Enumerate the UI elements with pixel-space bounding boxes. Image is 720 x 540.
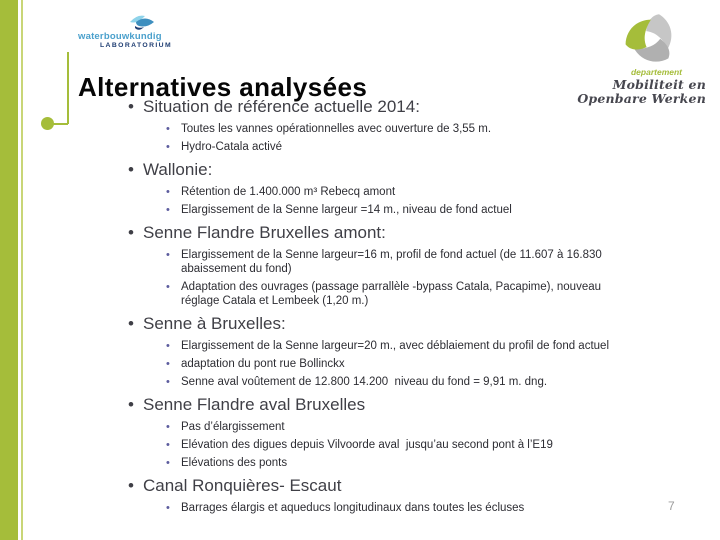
bullet-icon: • <box>128 314 134 333</box>
sub-item-row <box>0 357 700 371</box>
sub-item-row <box>0 420 700 434</box>
bullet-icon: • <box>166 457 170 469</box>
pinwheel-logo-icon <box>622 10 680 66</box>
sub-item-text: Elargissement de la Senne largeur=20 m., avec déblaiement du profil de fond actuel <box>181 340 609 352</box>
bullet-icon: • <box>166 358 170 370</box>
section-heading-row <box>0 476 700 496</box>
bullet-icon: • <box>166 186 170 198</box>
waterbouwkundig-logo-text: waterbouwkundig <box>78 31 162 42</box>
section-heading: Canal Ronquières- Escaut <box>143 476 342 495</box>
sub-item-text: adaptation du pont rue Bollinckx <box>181 358 345 370</box>
sub-item-text: Pas d’élargissement <box>181 421 285 433</box>
department-name-line1: Mobiliteit en <box>612 77 706 92</box>
bullet-icon: • <box>166 376 170 388</box>
sub-item-row <box>0 248 700 276</box>
bullet-icon: • <box>166 123 170 135</box>
sub-item-row <box>0 122 700 136</box>
department-name-line2: Openbare Werken <box>577 90 706 106</box>
section-heading: Wallonie: <box>143 160 213 179</box>
sub-item-row <box>0 339 700 353</box>
bullet-icon: • <box>128 223 134 242</box>
sub-item-row <box>0 438 700 452</box>
bullet-icon: • <box>128 97 134 116</box>
sub-item-row <box>0 140 700 154</box>
bullet-icon: • <box>166 340 170 352</box>
sub-item-row <box>0 501 700 515</box>
section-heading: Senne Flandre Bruxelles amont: <box>143 223 386 242</box>
section-heading-row <box>0 160 700 180</box>
section-heading-row <box>0 97 700 117</box>
content-list <box>0 91 700 519</box>
sub-item-text: Toutes les vannes opérationnelles avec ouverture de 3,55 m. <box>181 123 492 135</box>
section-heading-row <box>0 314 700 334</box>
department-label: departement <box>630 67 682 77</box>
waterbouwkundig-logo <box>76 13 186 55</box>
slide-title: Alternatives analysées <box>78 72 368 103</box>
bullet-icon: • <box>166 281 170 293</box>
sub-item-text: Hydro-Catala activé <box>181 141 282 153</box>
sub-item-row <box>0 280 700 308</box>
bullet-icon: • <box>166 421 170 433</box>
sub-item-text: Barrages élargis et aqueducs longitudinaux dans toutes les écluses <box>181 502 525 514</box>
sub-item-text: Elévations des ponts <box>181 457 288 469</box>
bullet-icon: • <box>128 160 134 179</box>
sub-item-row <box>0 456 700 470</box>
sub-item-text: Elargissement de la Senne largeur =14 m., niveau de fond actuel <box>181 204 512 216</box>
sub-item-text: Senne aval voûtement de 12.800 14.200 niveau du fond = 9,91 m. dng. <box>181 376 548 388</box>
bullet-icon: • <box>166 204 170 216</box>
bullet-icon: • <box>166 249 170 261</box>
sub-item-text: Elévation des digues depuis Vilvoorde aval jusqu’au second pont à l’E19 <box>181 439 553 451</box>
bullet-icon: • <box>128 476 134 495</box>
section-heading: Situation de référence actuelle 2014: <box>143 97 420 116</box>
sub-item-text: Elargissement de la Senne largeur=16 m, profil de fond actuel (de 11.607 à 16.830 abaissement du fond) <box>181 249 605 275</box>
sub-item-row <box>0 203 700 217</box>
section-heading: Senne Flandre aval Bruxelles <box>143 395 366 414</box>
section-heading: Senne à Bruxelles: <box>143 314 286 333</box>
bullet-icon: • <box>166 439 170 451</box>
bullet-icon: • <box>128 395 134 414</box>
page-number: 7 <box>668 499 675 513</box>
bullet-icon: • <box>166 141 170 153</box>
section-heading-row <box>0 223 700 243</box>
sub-item-row <box>0 185 700 199</box>
bullet-icon: • <box>166 502 170 514</box>
laboratorium-logo-text: LABORATORIUM <box>100 42 173 49</box>
section-heading-row <box>0 395 700 415</box>
sub-item-text: Rétention de 1.400.000 m³ Rebecq amont <box>181 186 396 198</box>
sub-item-row <box>0 375 700 389</box>
sub-item-text: Adaptation des ouvrages (passage parrallèle -bypass Catala, Pacapime), nouveau réglage Catala et Lembeek (1,20 m.) <box>181 281 605 307</box>
